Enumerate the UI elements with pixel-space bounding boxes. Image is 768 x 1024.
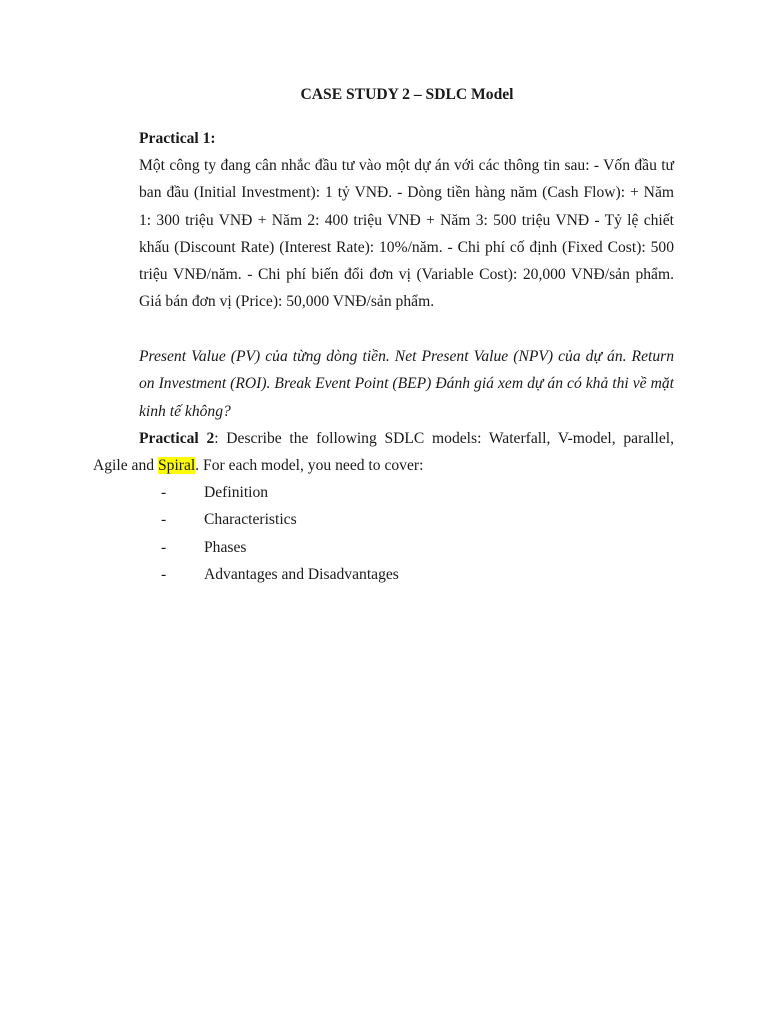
- practical1-heading: Practical 1:: [139, 130, 216, 147]
- list-item-text: Definition: [204, 484, 269, 501]
- list-item: [139, 479, 639, 506]
- dash-marker: -: [161, 484, 167, 501]
- list-item-text: Characteristics: [204, 511, 297, 529]
- practical2-text-before: : Describe the following SDLC models: Waterfall, V-model, parallel, Agile and: [93, 430, 674, 475]
- dash-marker: -: [161, 538, 167, 556]
- practical2-label: Practical 2: [139, 430, 215, 447]
- practical1-body: Một công ty đang cân nhắc đầu tư vào một dự án với các thông tin sau: - Vốn đầu tư ban đầu (Initial Investment): 1 tỷ VNĐ. - Dòng tiền hàng năm (Cash Flow): + Năm 1: 300 triệu VNĐ + Năm 2: 400 triệu VNĐ + Năm 3: 500 triệu VNĐ - Tỷ lệ chiết khấu (Discount Rate) (Interest Rate): 10%/năm. - Chi phí cố định (Fixed Cost): 500 triệu VNĐ/năm. - Chi phí biến đổi đơn vị (Variable Cost): 20,000 VNĐ/sản phẩm. Giá bán đơn vị (Price): 50,000 VNĐ/sản phẩm.: [139, 157, 674, 311]
- dash-marker: -: [161, 565, 167, 583]
- dash-marker: -: [161, 511, 167, 529]
- practical1-tasks: Present Value (PV) của từng dòng tiền. Net Present Value (NPV) của dự án. Return on Investment (ROI). Break Event Point (BEP) Đánh giá xem dự án có khả thi về mặt kinh tế không?: [139, 348, 674, 420]
- list-item-text: Advantages and Disadvantages: [204, 565, 399, 583]
- list-item: [139, 534, 639, 561]
- list-item: [139, 561, 639, 588]
- highlighted-word: Spiral: [157, 457, 196, 475]
- coverage-list: [139, 479, 639, 588]
- list-item: [139, 506, 639, 533]
- practical2-paragraph: [93, 425, 674, 480]
- practical2-text-after: . For each model, you need to cover:: [195, 457, 424, 475]
- document-title: CASE STUDY 2 – SDLC Model: [300, 86, 514, 103]
- list-item-text: Phases: [204, 538, 247, 556]
